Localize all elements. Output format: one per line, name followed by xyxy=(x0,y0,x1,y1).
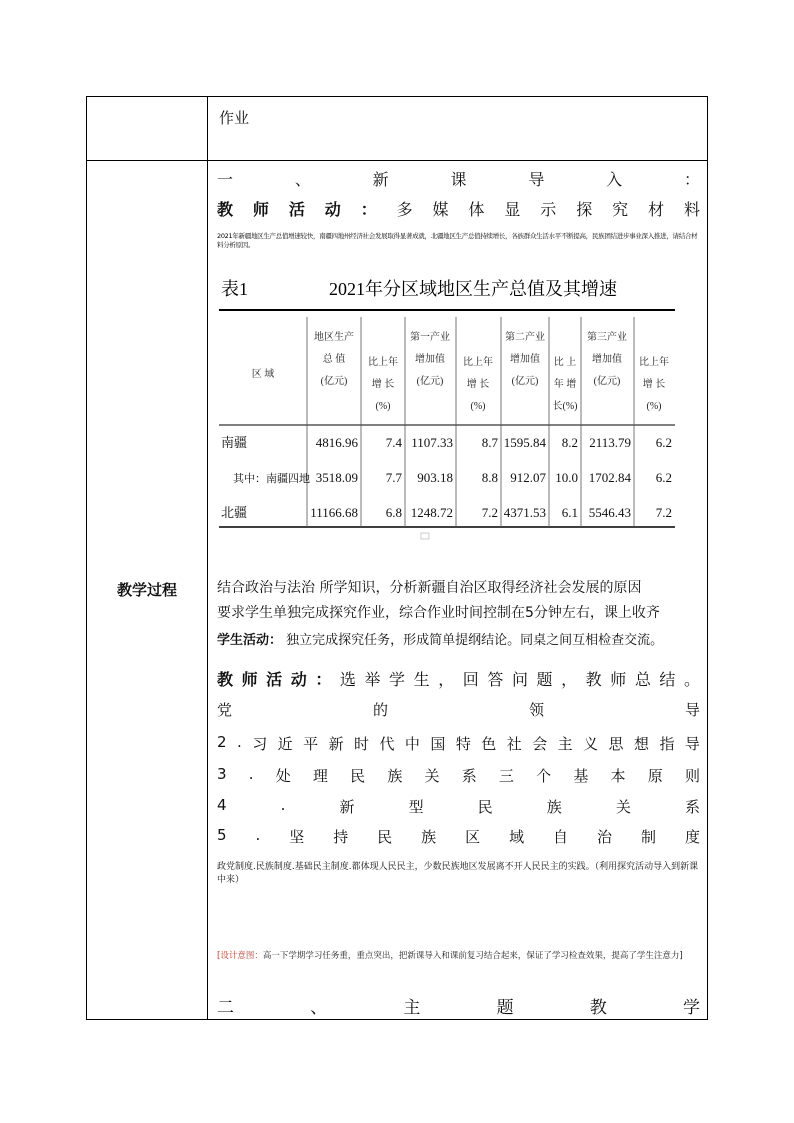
point3-char: 本 xyxy=(610,767,626,785)
point2-char: 特 xyxy=(455,735,471,753)
table-cell: 7.4 xyxy=(385,435,402,450)
point2-char: 思 xyxy=(608,735,624,753)
table-cell: 8.8 xyxy=(481,470,498,485)
design-intent-text: 高一下学期学习任务重，重点突出，把新课导入和课前复习结合起来，保证了学习检查效果，提高了学生注意力] xyxy=(262,951,683,961)
table-cell: 903.18 xyxy=(417,470,453,485)
teacher1-char: 体 xyxy=(468,200,485,219)
teacher1-char: 材 xyxy=(648,200,665,219)
teacher2-char: ： xyxy=(315,670,332,689)
teaching-process-label: 教学过程 xyxy=(116,581,177,599)
point2-char: 平 xyxy=(303,735,319,753)
table-cell: 6.2 xyxy=(655,470,672,485)
table-cell: 1107.33 xyxy=(411,435,453,450)
table-cell: 1248.72 xyxy=(410,505,453,520)
teacher1-char: 活 xyxy=(288,200,305,219)
point3-char: 族 xyxy=(387,767,403,785)
gdp-table-image xyxy=(209,265,679,565)
teacher1-char: 媒 xyxy=(432,200,449,219)
point5-char: . xyxy=(255,826,261,844)
point5-char: 民 xyxy=(377,828,393,846)
teacher2-char: 师 xyxy=(241,670,258,689)
teacher2-char: 回 xyxy=(462,670,479,689)
header-cell-3: 增 长 xyxy=(466,379,490,390)
section2-char: 学 xyxy=(682,998,700,1018)
table-cell: 6.1 xyxy=(561,505,578,520)
teacher2-char: ， xyxy=(561,670,578,689)
point2-char: . xyxy=(236,733,242,751)
table-cell: 7.7 xyxy=(385,470,402,485)
point2-char: 近 xyxy=(277,735,293,753)
teacher2-char: 答 xyxy=(487,670,504,689)
point-5 xyxy=(217,826,700,847)
table-cell: 6.2 xyxy=(655,435,672,450)
section1-char: 一 xyxy=(217,170,234,189)
point4-char: 族 xyxy=(546,798,562,816)
table-cell: 4371.53 xyxy=(503,505,546,520)
point2-char: 国 xyxy=(430,735,446,753)
row-divider xyxy=(87,160,707,161)
header-cell-5: 比 上 xyxy=(553,357,577,368)
point5-char: 治 xyxy=(597,828,613,846)
header-cell-7: 增 长 xyxy=(642,379,666,390)
teacher1-char: 动 xyxy=(324,200,341,219)
teacher2-char: 。 xyxy=(683,670,700,689)
table-title-left: 表1 xyxy=(221,279,248,299)
teacher1-char: 示 xyxy=(540,200,557,219)
point5-char: 族 xyxy=(421,828,437,846)
teacher1-char: 多 xyxy=(396,200,413,219)
homework-requirement: 要求学生单独完成探究作业，综合作业时间控制在5分钟左右，课上收齐 xyxy=(217,605,660,621)
header-cell-5: 长(%) xyxy=(552,401,578,412)
student-activity-label: 学生活动： xyxy=(217,633,283,648)
point3-char: 关 xyxy=(424,767,440,785)
section2-char: 、 xyxy=(310,998,328,1018)
point4-char: 关 xyxy=(615,798,631,816)
point4-char: 4 xyxy=(217,796,227,814)
teacher2-char: 生 xyxy=(413,670,430,689)
table-cell: 1702.84 xyxy=(588,470,631,485)
point5-char: 自 xyxy=(553,828,569,846)
point5-char: 区 xyxy=(465,828,481,846)
section2-char: 教 xyxy=(589,998,607,1018)
header-cell-6: 增加值 xyxy=(592,354,622,365)
lesson-plan-table xyxy=(86,96,708,1020)
header-cell-3: 比上年 xyxy=(463,357,493,368)
point4-char: 型 xyxy=(408,798,424,816)
point3-char: 民 xyxy=(350,767,366,785)
point-3 xyxy=(217,765,700,786)
teacher-activity-2 xyxy=(217,667,700,690)
point1-char: 领 xyxy=(528,701,544,719)
point3-char: . xyxy=(248,765,254,783)
teacher1-char: ： xyxy=(360,200,377,219)
table-cell: 7.2 xyxy=(481,505,498,520)
point3-char: 原 xyxy=(647,767,663,785)
section1-char: 新 xyxy=(372,170,389,189)
section1-char: ： xyxy=(683,170,700,189)
point-1 xyxy=(217,699,700,720)
point1-char: 导 xyxy=(684,701,700,719)
table-cell: 6.8 xyxy=(385,505,402,520)
section1-heading xyxy=(217,167,700,190)
section1-char: 入 xyxy=(606,170,623,189)
table-cell: 2113.79 xyxy=(589,435,631,450)
point4-char: . xyxy=(280,796,286,814)
section2-char: 二 xyxy=(217,998,234,1018)
table-cell: 11166.68 xyxy=(310,505,358,520)
point2-char: 想 xyxy=(634,735,650,753)
table-cell: 4816.96 xyxy=(315,435,358,450)
point2-char: 习 xyxy=(252,735,268,753)
point3-char: 个 xyxy=(536,767,552,785)
point5-char: 坚 xyxy=(289,828,305,846)
table-cell: 912.07 xyxy=(510,470,546,485)
point3-char: 基 xyxy=(573,767,589,785)
point-2 xyxy=(217,733,700,754)
teacher1-char: 料 xyxy=(683,200,700,219)
header-cell-0: (亿元) xyxy=(320,376,348,387)
design-intent xyxy=(217,949,700,961)
table-cell: 8.7 xyxy=(481,435,498,450)
point2-char: 新 xyxy=(328,735,344,753)
point3-char: 3 xyxy=(217,765,227,783)
point3-char: 处 xyxy=(275,767,291,785)
point5-char: 持 xyxy=(333,828,349,846)
point4-char: 民 xyxy=(477,798,493,816)
point1-char: 的 xyxy=(372,701,388,719)
header-cell-7: (%) xyxy=(646,401,662,412)
section1-char: 导 xyxy=(528,170,545,189)
header-cell-0: 总 值 xyxy=(322,354,346,365)
teacher-activity-1 xyxy=(217,197,700,220)
header-cell-4: 增加值 xyxy=(510,354,540,365)
teacher2-char: 结 xyxy=(659,670,676,689)
student-activity-text: 独立完成探究任务，形成简单提纲结论。同桌之间互相检查交流。 xyxy=(282,633,664,648)
teacher2-char: 教 xyxy=(217,670,234,689)
point5-char: 度 xyxy=(684,828,700,846)
point3-char: 系 xyxy=(461,767,477,785)
point3-char: 则 xyxy=(684,767,700,785)
teacher2-char: 活 xyxy=(266,670,283,689)
point3-char: 三 xyxy=(498,767,514,785)
section1-char: 课 xyxy=(450,170,467,189)
header-cell-4: 第二产业 xyxy=(505,332,545,343)
point2-char: 导 xyxy=(684,735,700,753)
student-activity xyxy=(217,629,700,648)
table-title-main: 2021年分区域地区生产总值及其增速 xyxy=(329,279,617,299)
header-cell-2: 第一产业 xyxy=(410,332,450,343)
table-cell: 5546.43 xyxy=(588,505,631,520)
point2-char: 时 xyxy=(354,735,370,753)
point2-char: 社 xyxy=(506,735,522,753)
point2-char: 色 xyxy=(481,735,497,753)
point-4 xyxy=(217,796,700,817)
point1-char: 党 xyxy=(217,701,233,719)
table-cell: 3518.09 xyxy=(315,470,358,485)
section2-char: 题 xyxy=(496,998,514,1018)
point5-char: 域 xyxy=(509,828,525,846)
header-cell-1: 增 长 xyxy=(371,379,395,390)
teacher2-char: 问 xyxy=(511,670,528,689)
point4-char: 新 xyxy=(339,798,355,816)
teacher2-char: ， xyxy=(438,670,455,689)
header-cell-2: (亿元) xyxy=(416,376,444,387)
header-cell-0: 地区生产 xyxy=(314,332,354,343)
header-cell-5: 年 增 xyxy=(553,379,577,390)
teacher2-char: 师 xyxy=(610,670,627,689)
header-cell-3: (%) xyxy=(470,401,486,412)
header-cell-6: 第三产业 xyxy=(587,332,627,343)
point5-char: 5 xyxy=(217,826,227,844)
material-tiny-text: 2021年新疆地区生产总值增速较快，南疆四地州经济社会发展取得显著成就，北疆地区生产总值持续增长，各族群众生活水平不断提高，民族团结进步事业深入推进，请结合材料分析原因。 xyxy=(217,232,698,249)
point2-char: 代 xyxy=(379,735,395,753)
teacher2-char: 选 xyxy=(339,670,356,689)
homework-cell: 作业 xyxy=(219,109,250,127)
summary-line: 政党制度.民族制度.基础民主制度.都体现人民民主，少数民族地区发展离不开人民民主的实践。（利用探究活动导入到新课中来） xyxy=(217,862,699,885)
point2-char: 指 xyxy=(659,735,675,753)
point3-char: 理 xyxy=(312,767,328,785)
point2-char: 中 xyxy=(404,735,420,753)
header-cell-1: 比上年 xyxy=(368,357,398,368)
header-cell-7: 比上年 xyxy=(639,357,669,368)
teacher1-char: 教 xyxy=(217,200,234,219)
table-cell: 7.2 xyxy=(655,505,672,520)
teacher2-char: 学 xyxy=(389,670,406,689)
column-divider xyxy=(207,97,208,1019)
analysis-prompt: 结合政治与法治 所学知识，分析新疆自治区取得经济社会发展的原因 xyxy=(217,580,642,596)
table-row-name: 北疆 xyxy=(221,505,248,520)
table-row-name: 其中：南疆四地 xyxy=(233,473,310,485)
teacher1-char: 探 xyxy=(576,200,593,219)
section1-char: 、 xyxy=(294,170,311,189)
point5-char: 制 xyxy=(640,828,656,846)
header-cell-6: (亿元) xyxy=(593,376,621,387)
table-cell: 8.2 xyxy=(561,435,578,450)
section2-char: 主 xyxy=(403,998,421,1018)
header-cell-1: (%) xyxy=(375,401,391,412)
table-row-name: 南疆 xyxy=(221,435,248,450)
teacher2-char: 举 xyxy=(364,670,381,689)
header-region: 区 域 xyxy=(251,369,275,380)
teacher1-char: 师 xyxy=(252,200,269,219)
teacher2-char: 动 xyxy=(290,670,307,689)
section2-heading xyxy=(217,993,700,1018)
point2-char: 义 xyxy=(583,735,599,753)
table-cell: 1595.84 xyxy=(503,435,546,450)
header-cell-4: (亿元) xyxy=(511,376,539,387)
teacher1-char: 显 xyxy=(504,200,521,219)
point4-char: 系 xyxy=(684,798,700,816)
table-cell: 10.0 xyxy=(555,470,578,485)
header-cell-2: 增加值 xyxy=(415,354,445,365)
point2-char: 会 xyxy=(532,735,548,753)
teacher2-char: 教 xyxy=(585,670,602,689)
teacher2-char: 总 xyxy=(634,670,651,689)
teacher1-char: 究 xyxy=(612,200,629,219)
point2-char: 2 xyxy=(217,733,227,751)
design-intent-label: [设计意图： xyxy=(217,951,263,961)
point2-char: 主 xyxy=(557,735,573,753)
teacher2-char: 题 xyxy=(536,670,553,689)
